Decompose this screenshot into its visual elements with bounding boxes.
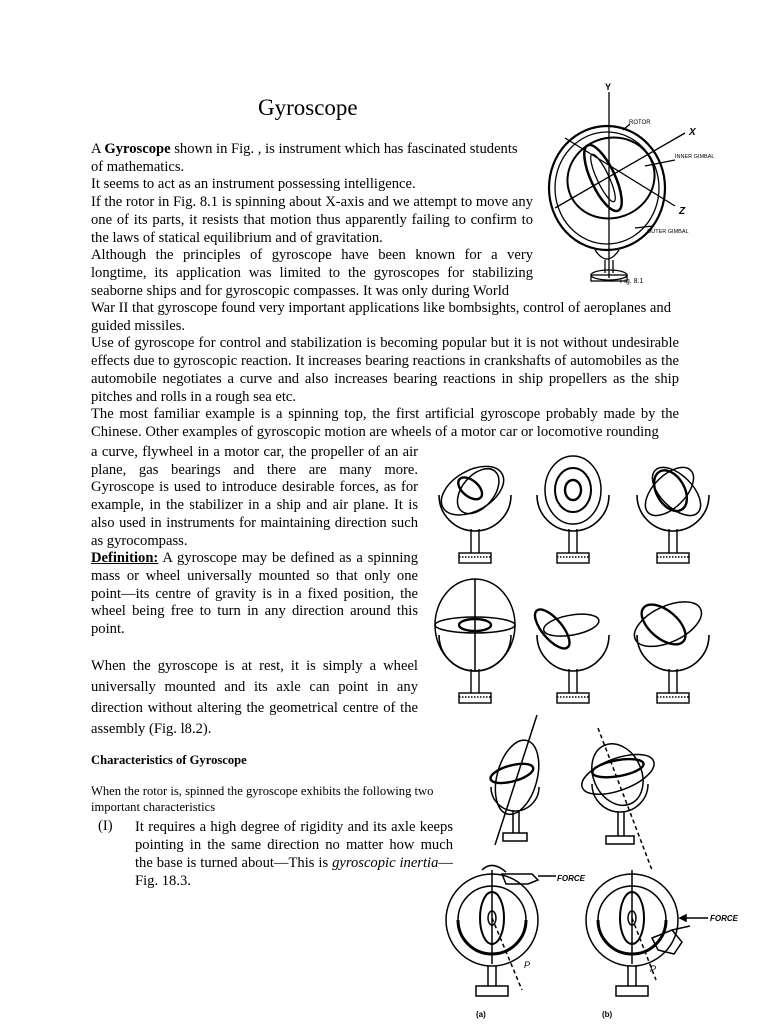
list-item-tail: —Fig. 18.3. — [135, 855, 453, 889]
outer-gimbal-label: OUTER GIMBAL — [647, 229, 689, 235]
gyro-drawing-6 — [628, 593, 709, 703]
subfigure-a-label: (a) — [476, 1010, 486, 1019]
axis-y-label: Y — [605, 82, 612, 92]
characteristics-intro: When the rotor is, spinned the gyroscope exhibits the following two important characteristics — [91, 784, 434, 814]
inner-gimbal-label: INNER GIMBAL — [675, 154, 715, 160]
fig-8-1-caption: Fig. 8.1 — [620, 278, 644, 285]
force-label-a: FORCE — [557, 874, 585, 883]
characteristics-heading: Characteristics of Gyroscope — [91, 753, 247, 767]
force-diagram-b — [586, 870, 708, 996]
list-item-body: It requires a high degree of rigidity and its axle keeps pointing in the same direction no matter how much the base is turned about—This is — [135, 819, 453, 871]
gyro-drawing-4 — [435, 579, 515, 703]
definition-paragraph — [91, 550, 418, 639]
intro-bold-term: Gyroscope — [104, 141, 171, 157]
force-diagram-a — [446, 865, 556, 996]
rotor-paragraph: If the rotor in Fig. 8.1 is spinning about X-axis and we attempt to move any one of its parts, it resists that motion thus apparently failing to confirm to the laws of statical equilibrium and of gravitation. — [91, 194, 533, 246]
intro-rest: shown in Fig. , is instrument which has fascinated students of mathematics. — [91, 141, 518, 175]
top-paragraph-part1: The most familiar example is a spinning top, the first artificial gyroscope probably made by the Chinese. Other examples of gyroscopic motion are wheels of a motor car or locomotive rounding — [91, 406, 679, 440]
gyro-drawing-2 — [537, 456, 609, 563]
axis-z-label: Z — [679, 206, 686, 217]
gyroscope-figure-8-1 — [535, 78, 725, 293]
axis-x-label: X — [689, 127, 696, 138]
gyro-drawing-5 — [529, 604, 609, 703]
p-label-a: P — [524, 960, 531, 970]
use-paragraph: Use of gyroscope for control and stabilization is becoming popular but it is not without undesirable effects due to gyroscopic reaction. It increases bearing reactions in crankshafts of automobiles as the automobile negotiates a curve and also increases bearing reactions in ship propellers as the ship pitches and rolls in a rough sea etc. — [91, 335, 679, 405]
definition-text: A gyroscope may be defined as a spinning mass or wheel universally mounted so that only one point—its centre of gravity is in a fixed position, the wheel being free to turn in any direction around this point. — [91, 550, 418, 638]
p-label-b: P — [650, 964, 657, 974]
force-label-b: FORCE — [710, 914, 738, 923]
gyroscope-inertia-figure-top — [470, 730, 680, 860]
rest-block — [91, 656, 418, 740]
gyroscope-force-figure — [432, 860, 738, 1024]
history-paragraph-part2: War II that gyroscope found very important applications like bombsights, control of aeroplanes and guided missiles. — [91, 300, 671, 334]
intro-paragraph — [91, 141, 533, 176]
intro-lead: A — [91, 141, 105, 157]
page-title: Gyroscope — [258, 95, 358, 120]
rotor-label: ROTOR — [629, 120, 651, 126]
list-item-text — [135, 818, 453, 890]
list-item — [135, 818, 453, 890]
gyroscopic-inertia-term: gyroscopic inertia — [332, 855, 439, 871]
gyroscope-figure-18-2 — [425, 450, 725, 725]
top-paragraph-part2: a curve, flywheel in a motor car, the propeller of an air plane, gas bearings and there are many more. Gyroscope is used to introduce desirable forces, as for example, in the stabilizer in a ship and air plane. It is also used in instruments for maintaining direction such as gyrocompass. — [91, 444, 418, 549]
subfigure-b-label: (b) — [602, 1010, 613, 1019]
rotor — [577, 140, 629, 215]
history-paragraph-part1: Although the principles of gyroscope have been known for a very longtime, its application was limited to the gyroscopes for stabilizing seaborne ships and for gyroscopic compasses. It was only during World — [91, 247, 533, 299]
wide-block — [91, 300, 679, 442]
gyro-drawing-3 — [637, 459, 709, 563]
inner-gimbal — [556, 125, 666, 230]
definition-label: Definition: — [91, 550, 159, 567]
list-marker: (I) — [98, 818, 113, 834]
rest-paragraph: When the gyroscope is at rest, it is simply a wheel universally mounted and its axle can point in any direction without altering the geometrical centre of the assembly (Fig. l8.2). — [91, 658, 418, 737]
gyro-drawing-7 — [488, 715, 546, 845]
intro-block — [91, 141, 533, 300]
gyro-drawing-1 — [433, 456, 512, 563]
gyro-drawing-8 — [577, 728, 659, 870]
intelligence-paragraph: It seems to act as an instrument possessing intelligence. — [91, 176, 416, 193]
left-column-block — [91, 444, 418, 639]
